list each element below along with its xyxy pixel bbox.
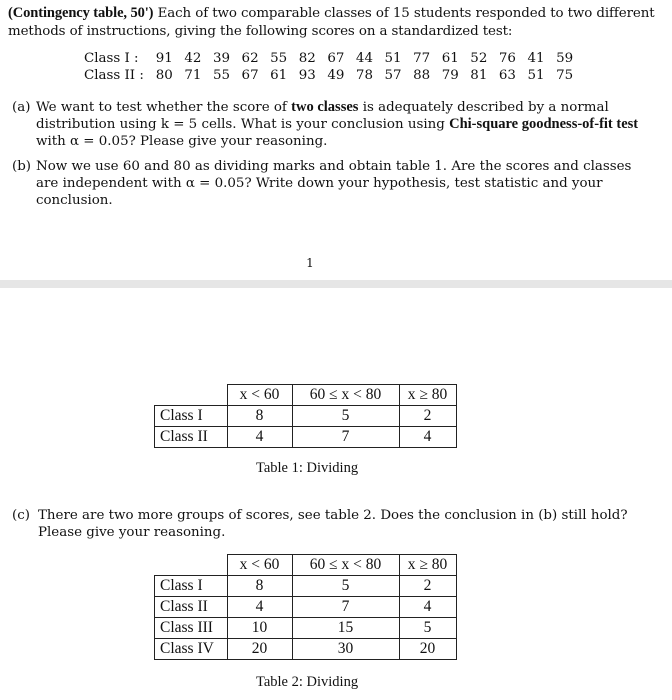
question-tag: (a) — [12, 100, 31, 115]
table-cell: 8 — [227, 406, 292, 427]
table-cell: 2 — [399, 576, 456, 597]
row-label: Class III — [155, 618, 228, 639]
row-label: Class IV — [155, 639, 228, 660]
score-value: 57 — [384, 68, 402, 83]
table-corner — [155, 555, 228, 576]
table-row — [155, 576, 457, 597]
question-emphasis: two classes — [291, 99, 359, 115]
question-a — [12, 99, 652, 150]
question-text: There are two more groups of scores, see table 2. Does the conclusion in (b) still hold? Please give your reasoning. — [38, 508, 628, 540]
score-value: 78 — [355, 68, 373, 83]
column-header: x ≥ 80 — [399, 555, 456, 576]
table-cell: 4 — [227, 597, 292, 618]
question-text: with α = 0.05? Please give your reasoning. — [36, 134, 328, 149]
row-label: Class II — [155, 597, 228, 618]
table-row — [155, 618, 457, 639]
table-row — [155, 406, 457, 427]
table-cell: 4 — [227, 427, 292, 448]
table-cell: 30 — [292, 639, 399, 660]
table-cell: 4 — [399, 597, 456, 618]
table-cell: 4 — [399, 427, 456, 448]
table-cell: 20 — [227, 639, 292, 660]
question-tag: (b) — [12, 159, 32, 174]
table-cell: 7 — [292, 427, 399, 448]
score-value: 81 — [470, 68, 488, 83]
score-value: 61 — [270, 68, 288, 83]
table-cell: 2 — [399, 406, 456, 427]
score-value: 93 — [298, 68, 316, 83]
score-value: 52 — [470, 51, 488, 66]
column-header: x ≥ 80 — [399, 385, 456, 406]
score-value: 44 — [355, 51, 373, 66]
table-corner — [155, 385, 228, 406]
score-value: 51 — [527, 68, 545, 83]
table-cell: 15 — [292, 618, 399, 639]
page-number: 1 — [306, 256, 314, 270]
score-value: 71 — [184, 68, 202, 83]
table-cell: 8 — [227, 576, 292, 597]
score-value: 76 — [498, 51, 516, 66]
table-row — [155, 427, 457, 448]
table-cell: 5 — [292, 406, 399, 427]
table-row — [155, 639, 457, 660]
score-value: 51 — [384, 51, 402, 66]
score-value: 39 — [212, 51, 230, 66]
table-cell: 5 — [292, 576, 399, 597]
problem-heading: (Contingency table, 50') — [8, 5, 154, 21]
problem-text: Each of two comparable classes of 15 students responded to two different methods of instructions, giving the following scores on a standardized test: — [8, 6, 655, 39]
score-value: 79 — [441, 68, 459, 83]
scores-row-class-2 — [84, 67, 579, 85]
column-header: x < 60 — [227, 385, 292, 406]
score-value: 82 — [298, 51, 316, 66]
scores-label: Class I : — [84, 51, 139, 66]
score-value: 55 — [270, 51, 288, 66]
table-header-row — [155, 555, 457, 576]
page-2 — [0, 288, 672, 700]
question-tag: (c) — [12, 508, 30, 523]
table-cell: 7 — [292, 597, 399, 618]
scores-label: Class II : — [84, 68, 144, 83]
table-1 — [154, 384, 457, 448]
table-1-caption: Table 1: Dividing — [256, 460, 359, 476]
question-text: is adequately described by a normal distribution using k = 5 cells. What is your conclusion using — [36, 100, 609, 132]
table-header-row — [155, 385, 457, 406]
column-header: 60 ≤ x < 80 — [292, 385, 399, 406]
page-1 — [0, 0, 672, 280]
score-value: 59 — [556, 51, 574, 66]
table-cell: 5 — [399, 618, 456, 639]
score-value: 61 — [441, 51, 459, 66]
score-value: 91 — [155, 51, 173, 66]
table-cell: 10 — [227, 618, 292, 639]
score-value: 49 — [327, 68, 345, 83]
row-label: Class I — [155, 576, 228, 597]
scores-row-class-1 — [84, 50, 579, 68]
question-b — [12, 158, 652, 209]
page-break — [0, 280, 672, 288]
score-value: 42 — [184, 51, 202, 66]
score-value: 88 — [413, 68, 431, 83]
row-label: Class I — [155, 406, 228, 427]
score-value: 63 — [498, 68, 516, 83]
score-value: 77 — [413, 51, 431, 66]
score-value: 80 — [155, 68, 173, 83]
score-value: 62 — [241, 51, 259, 66]
score-value: 75 — [556, 68, 574, 83]
question-c — [12, 507, 662, 541]
question-emphasis: Chi-square goodness-of-fit test — [449, 116, 639, 132]
column-header: x < 60 — [227, 555, 292, 576]
score-value: 67 — [327, 51, 345, 66]
problem-intro — [8, 4, 658, 41]
row-label: Class II — [155, 427, 228, 448]
question-text: Now we use 60 and 80 as dividing marks and obtain table 1. Are the scores and classes are independent with α = 0.05? Write down your hypothesis, test statistic and your conclusion. — [36, 159, 632, 208]
score-value: 55 — [212, 68, 230, 83]
score-value: 41 — [527, 51, 545, 66]
column-header: 60 ≤ x < 80 — [292, 555, 399, 576]
table-2 — [154, 554, 457, 660]
score-value: 67 — [241, 68, 259, 83]
table-cell: 20 — [399, 639, 456, 660]
table-row — [155, 597, 457, 618]
question-text: We want to test whether the score of — [36, 100, 287, 115]
table-2-caption: Table 2: Dividing — [256, 674, 359, 690]
